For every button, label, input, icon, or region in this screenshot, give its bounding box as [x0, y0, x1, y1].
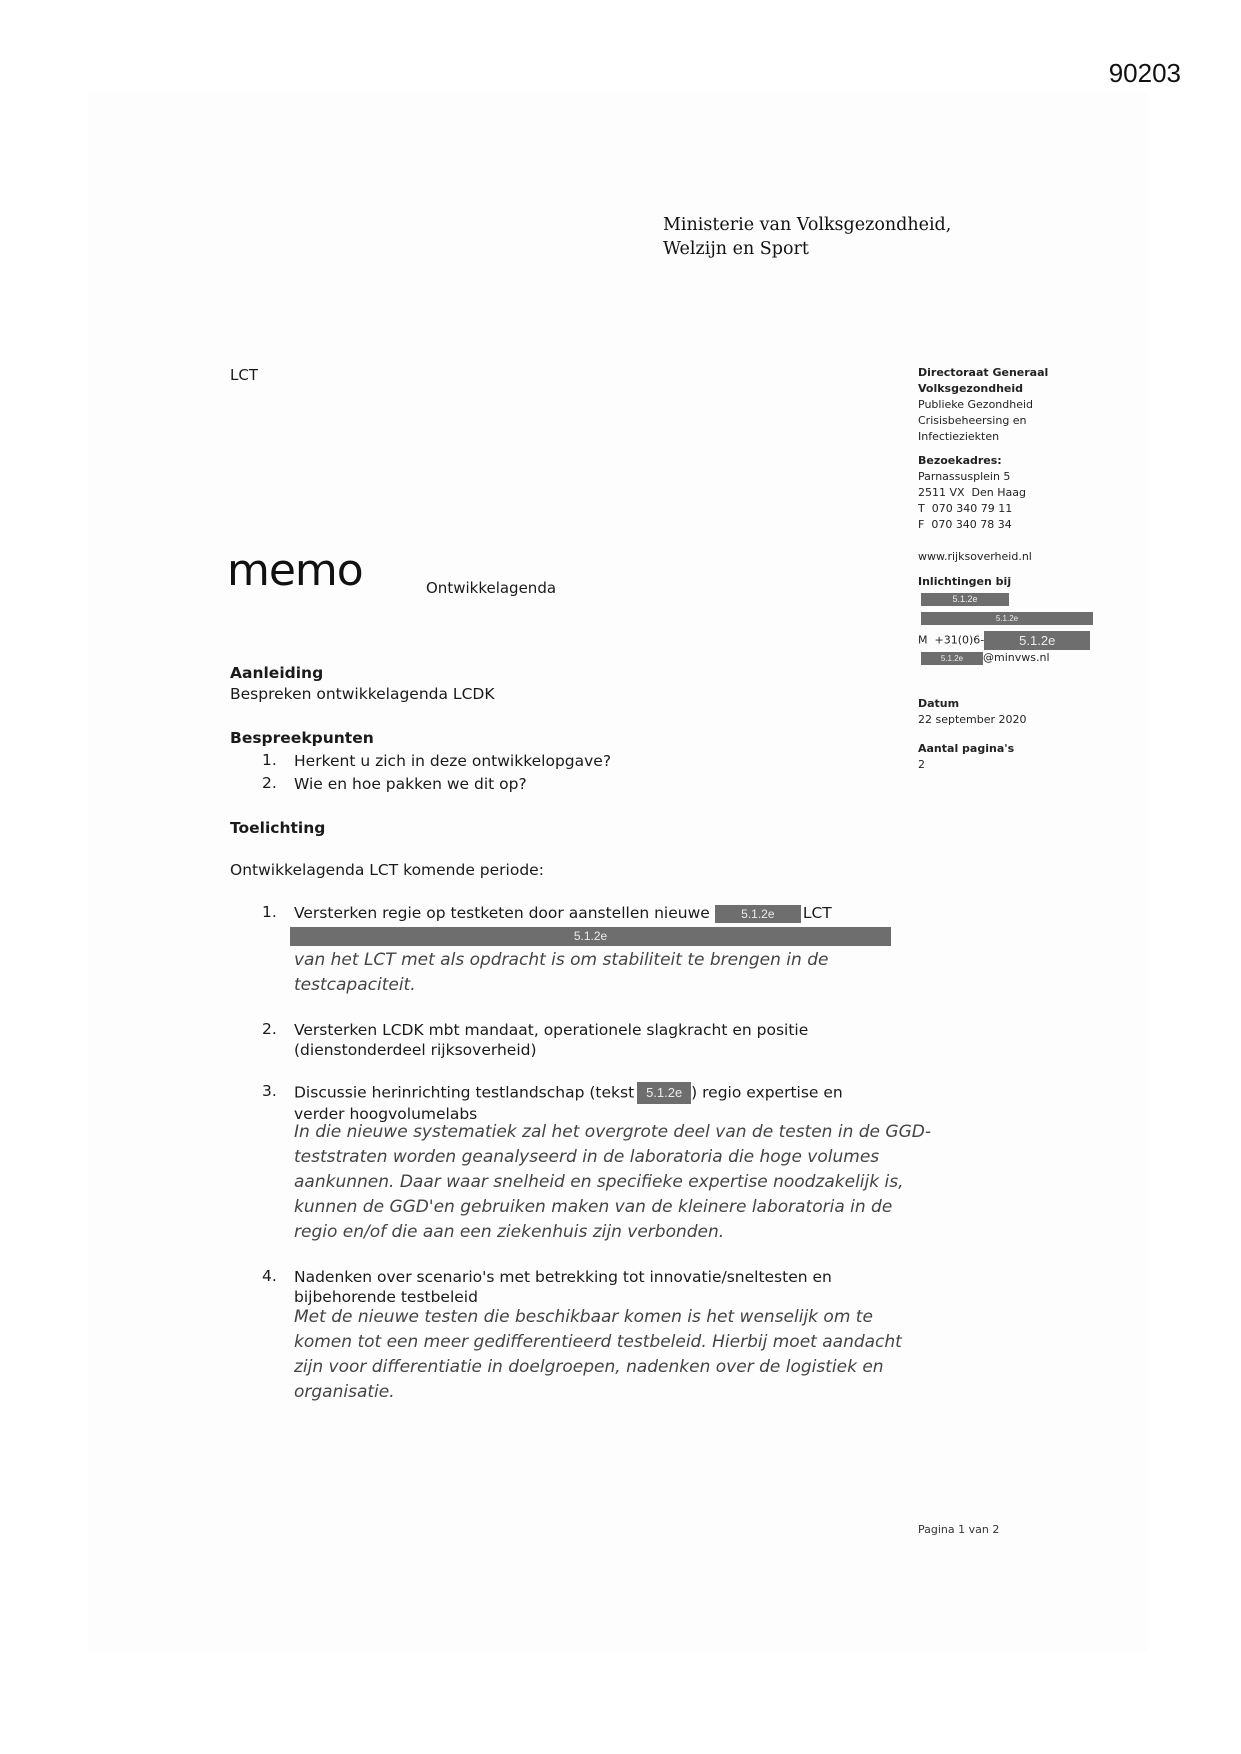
list-number: 2.	[262, 774, 277, 792]
info-label: Inlichtingen bij	[918, 575, 1012, 588]
toelichting-intro: Ontwikkelagenda LCT komende periode:	[230, 861, 544, 879]
item-line: (dienstonderdeel rijksoverheid)	[294, 1041, 537, 1059]
item-line: verder hoogvolumelabs	[294, 1105, 478, 1123]
aanleiding-text: Bespreken ontwikkelagenda LCDK	[230, 685, 495, 703]
email-line	[921, 650, 1050, 666]
visit-address-label: Bezoekadres:	[918, 454, 1002, 467]
bespreekpunt-2: Wie en hoe pakken we dit op?	[294, 775, 527, 793]
sender-block	[918, 365, 1048, 445]
note-line: van het LCT met als opdracht is om stabiliteit te brengen in de	[294, 950, 829, 970]
dept-line-1: Publieke Gezondheid	[918, 398, 1034, 411]
dept-line-2: Crisisbeheersing en	[918, 414, 1027, 427]
date-block	[918, 696, 1027, 728]
bespreekpunten-heading: Bespreekpunten	[230, 729, 374, 747]
ministry-line-2: Welzijn en Sport	[663, 239, 809, 259]
agenda-item-1-text: Versterken regie op testketen door aanstellen nieuwe	[294, 904, 710, 922]
item-line	[294, 1082, 843, 1104]
ministry-line-1: Ministerie van Volksgezondheid,	[663, 215, 952, 235]
redaction-line	[290, 926, 891, 946]
email-suffix: @minvws.nl	[983, 651, 1050, 664]
agenda-item-3-note	[294, 1120, 931, 1245]
mobile-prefix: M +31(0)6-	[918, 633, 985, 647]
redaction-box: 5.1.2e	[984, 631, 1090, 650]
list-number: 1.	[262, 903, 277, 921]
list-number: 3.	[262, 1082, 277, 1100]
note-line: teststraten worden geanalyseerd in de laboratoria die hoge volumes	[294, 1147, 880, 1167]
agenda-item-1	[294, 903, 832, 923]
redaction-box: 5.1.2e	[637, 1082, 691, 1104]
redaction-info-1	[921, 591, 1009, 607]
list-number: 2.	[262, 1020, 277, 1038]
note-line: regio en/of die aan een ziekenhuis zijn verbonden.	[294, 1222, 725, 1242]
note-line: In die nieuwe systematiek zal het overgrote deel van de testen in de GGD-	[294, 1122, 931, 1142]
agenda-item-2	[294, 1020, 808, 1060]
agenda-item-4	[294, 1267, 832, 1307]
ministry-name	[663, 213, 951, 261]
note-line: zijn voor differentiatie in doelgroepen, nadenken over de logistiek en	[294, 1357, 884, 1377]
redaction-box: 5.1.2e	[921, 593, 1009, 606]
memo-subject: Ontwikkelagenda	[426, 579, 557, 597]
note-line: testcapaciteit.	[294, 975, 416, 995]
page-footer: Pagina 1 van 2	[918, 1523, 1000, 1536]
note-line: kunnen de GGD'en gebruiken maken van de kleinere laboratoria in de	[294, 1197, 893, 1217]
dept-line-3: Infectieziekten	[918, 430, 1000, 443]
redaction-box: 5.1.2e	[290, 927, 891, 946]
toelichting-heading: Toelichting	[230, 819, 326, 837]
redaction-box: 5.1.2e	[921, 652, 983, 665]
address-line-2: 2511 VX Den Haag	[918, 486, 1026, 499]
visit-address-block	[918, 453, 1026, 533]
recipient: LCT	[230, 366, 258, 384]
fax: F 070 340 78 34	[918, 518, 1012, 531]
item-text: ) regio expertise en	[691, 1083, 843, 1102]
note-line: Met de nieuwe testen die beschikbaar komen is het wenselijk om te	[294, 1307, 873, 1327]
item-line: bijbehorende testbeleid	[294, 1288, 478, 1306]
date-label: Datum	[918, 697, 960, 710]
item-line: Versterken LCDK mbt mandaat, operationele slagkracht en positie	[294, 1021, 809, 1039]
item-text: Discussie herinrichting testlandschap (tekst	[294, 1083, 635, 1102]
redaction-info-2	[921, 610, 1093, 626]
mobile-line	[918, 631, 1090, 650]
aanleiding-heading: Aanleiding	[230, 664, 324, 682]
note-line: organisatie.	[294, 1382, 395, 1402]
memo-label: memo	[227, 545, 363, 596]
note-line: komen tot een meer gedifferentieerd testbeleid. Hierbij moet aandacht	[294, 1332, 902, 1352]
agenda-item-4-note	[294, 1305, 902, 1405]
pages-label: Aantal pagina's	[918, 742, 1015, 755]
item-line: Nadenken over scenario's met betrekking tot innovatie/sneltesten en	[294, 1268, 832, 1286]
redaction-box: 5.1.2e	[715, 905, 801, 923]
document-number: 90203	[1108, 58, 1181, 88]
address-line-1: Parnassusplein 5	[918, 470, 1011, 483]
agenda-item-3	[294, 1082, 843, 1124]
note-line: aankunnen. Daar waar snelheid en specifieke expertise noodzakelijk is,	[294, 1172, 904, 1192]
bespreekpunt-1: Herkent u zich in deze ontwikkelopgave?	[294, 752, 612, 770]
pages-block	[918, 741, 1014, 773]
dg-line-1: Directoraat Generaal	[918, 366, 1049, 379]
dg-line-2: Volksgezondheid	[918, 382, 1024, 395]
list-number: 1.	[262, 751, 277, 769]
phone: T 070 340 79 11	[918, 502, 1013, 515]
info-block	[918, 574, 1011, 590]
website: www.rijksoverheid.nl	[918, 550, 1032, 563]
list-number: 4.	[262, 1267, 277, 1285]
agenda-item-1-note	[294, 948, 828, 998]
agenda-item-1-suffix: LCT	[802, 904, 832, 922]
date-value: 22 september 2020	[918, 713, 1027, 726]
redaction-box: 5.1.2e	[921, 612, 1093, 625]
pages-value: 2	[918, 758, 925, 771]
